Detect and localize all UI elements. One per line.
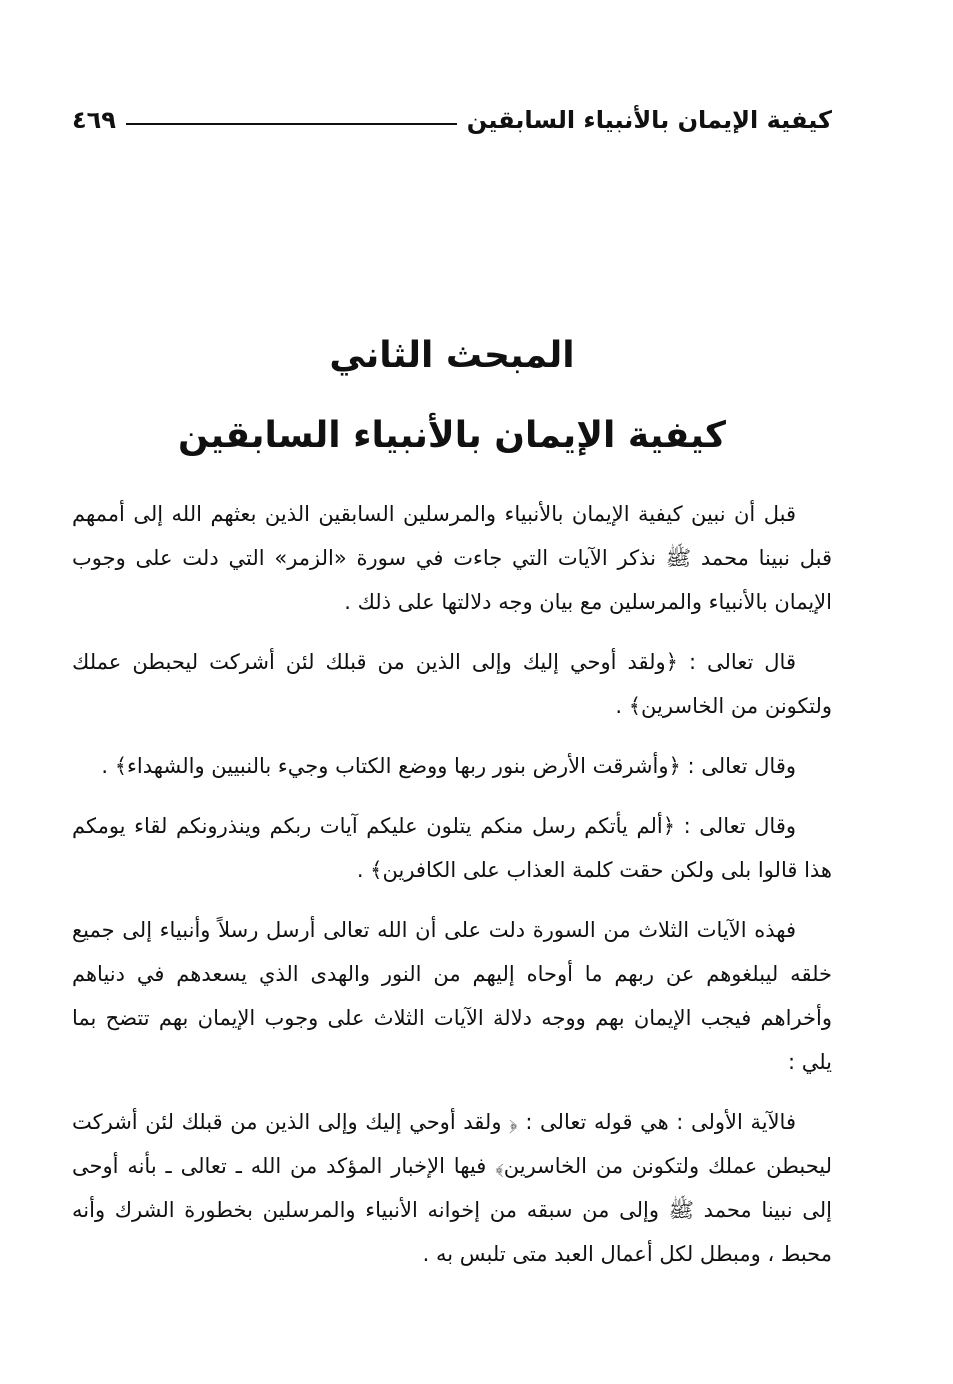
paragraph-verse-1: قال تعالى : ﴿ولقد أوحي إليك وإلى الذين من قبلك لئن أشركت ليحبطن عملك ولتكونن من الخاسرين﴾ . xyxy=(72,650,832,718)
body-text xyxy=(72,492,832,1292)
book-page xyxy=(72,100,832,1340)
header-rule xyxy=(126,123,457,125)
paragraph-verse-2: وقال تعالى : ﴿وأشرقت الأرض بنور ربها ووضع الكتاب وجيء بالنبيين والشهداء﴾ . xyxy=(101,754,796,778)
section-number-heading: المبحث الثاني xyxy=(329,335,575,376)
running-header xyxy=(72,100,832,140)
paragraph-intro: قبل أن نبين كيفية الإيمان بالأنبياء والمرسلين السابقين الذين بعثهم الله إلى أممهم قبل نبينا محمد ﷺ نذكر الآيات التي جاءت في سورة «الزمر» التي دلت على وجوب الإيمان بالأنبياء والمرسلين مع بيان وجه دلالتها على ذلك . xyxy=(72,502,832,614)
running-title: كيفية الإيمان بالأنبياء السابقين xyxy=(466,106,832,134)
page-number: ٤٦٩ xyxy=(72,106,116,134)
paragraph-first-verse-explanation: فالآية الأولى : هي قوله تعالى : ﴿ ولقد أوحي إليك وإلى الذين من قبلك لئن أشركت ليحبطن عملك ولتكونن من الخاسرين﴾ فيها الإخبار المؤكد من الله ـ تعالى ـ بأنه أوحى إلى نبينا محمد ﷺ وإلى من سبقه من إخوانه الأنبياء والمرسلين بخطورة الشرك وأنه محبط ، ومبطل لكل أعمال العبد متى تلبس به . xyxy=(72,1110,832,1266)
paragraph-verse-3: وقال تعالى : ﴿ألم يأتكم رسل منكم يتلون عليكم آيات ربكم وينذرونكم لقاء يومكم هذا قالوا بلى ولكن حقت كلمة العذاب على الكافرين﴾ . xyxy=(72,814,832,882)
paragraph-summary: فهذه الآيات الثلاث من السورة دلت على أن الله تعالى أرسل رسلاً وأنبياء إلى جميع خلقه ليبلغوهم عن ربهم ما أوحاه إليهم من النور والهدى الذي يسعدهم في دنياهم وأخراهم فيجب الإيمان بهم ووجه دلالة الآيات الثلاث على وجوب الإيمان بهم تتضح بما يلي : xyxy=(72,918,832,1074)
section-title: كيفية الإيمان بالأنبياء السابقين xyxy=(178,415,726,456)
